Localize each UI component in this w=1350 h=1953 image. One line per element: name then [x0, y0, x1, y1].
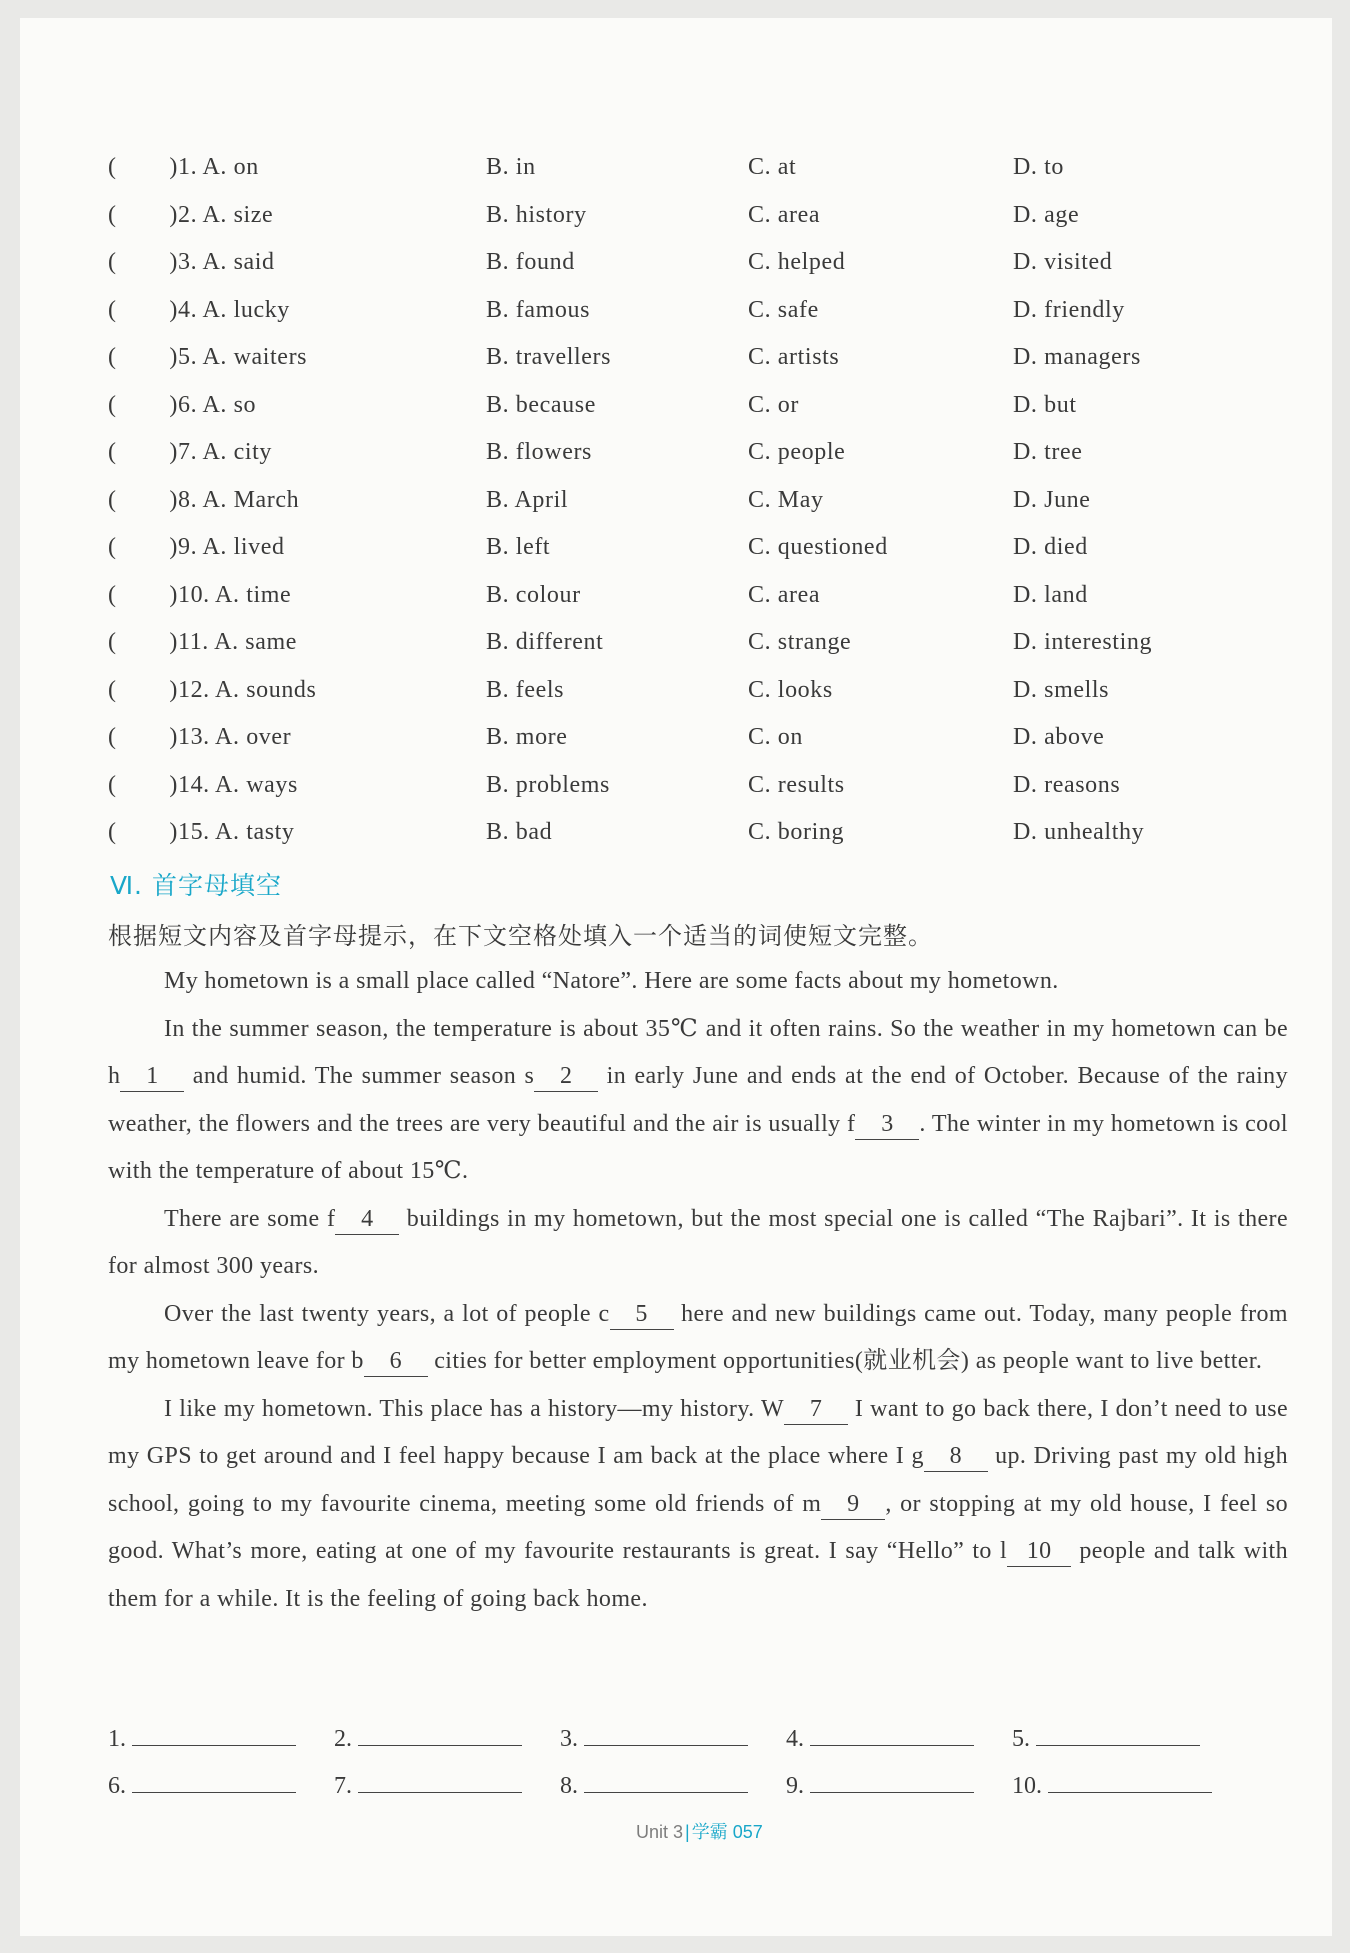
question-row	[108, 202, 1308, 250]
option-d: D. died	[1013, 534, 1088, 560]
option-b: B. bad	[486, 819, 553, 845]
option-d: D. land	[1013, 581, 1088, 608]
option-d: D. tree	[1013, 439, 1083, 465]
passage-paragraph: In the summer season, the temperature is about 35℃ and it often rains. So the weather in my hometown can be h 1 and humid. The summer season s 2 in early June and ends at the end of October. Because of the rainy weather, the flowers and the trees are very beautiful and the air is usually f 3 . The winter in my hometown is cool with the temperature of about 15℃.	[108, 1015, 1288, 1184]
question-row	[108, 154, 1308, 202]
passage-paragraph: There are some f 4 buildings in my hometown, but the most special one is called “The Rajbari”. It is there for almost 300 years.	[108, 1205, 1289, 1279]
option-d: D. reasons	[1013, 771, 1121, 798]
worksheet-page	[20, 18, 1332, 1936]
option-b: B. travellers	[486, 344, 612, 370]
answer-slot[interactable]: 7.	[334, 1770, 522, 1800]
option-c: C. May	[748, 486, 824, 513]
question-option-a: ( )13. A. over	[108, 724, 292, 750]
question-option-a: ( )12. A. sounds	[108, 676, 317, 703]
option-b: B. feels	[486, 676, 565, 703]
option-c: C. at	[748, 154, 797, 180]
answer-row	[108, 1723, 1308, 1770]
option-d: D. but	[1013, 391, 1077, 418]
footer-unit: Unit 3	[636, 1822, 684, 1842]
footer-brand: 学霸	[691, 1822, 728, 1842]
blank-5[interactable]: 5	[610, 1299, 674, 1330]
question-option-a: ( )6. A. so	[108, 391, 257, 418]
question-row	[108, 534, 1308, 582]
multiple-choice-options	[108, 154, 1308, 867]
option-b: B. more	[486, 724, 568, 750]
option-c: C. helped	[748, 249, 846, 275]
option-d: D. to	[1013, 154, 1064, 180]
question-option-a: ( )5. A. waiters	[108, 344, 308, 370]
page-footer	[636, 1818, 763, 1844]
answer-slot[interactable]: 1.	[108, 1723, 296, 1753]
option-d: D. unhealthy	[1013, 819, 1145, 845]
option-d: D. friendly	[1013, 296, 1125, 323]
passage-paragraph: I like my hometown. This place has a history—my history. W 7 I want to go back there, I don’t need to use my GPS to get around and I feel happy because I am back at the place where I g 8 up. Driving past my old high school, going to my favourite cinema, meeting some old friends of m 9 , or stopping at my old house, I feel so good. What’s more, eating at one of my favourite restaurants is great. I say “Hello” to l 10 people and talk with them for a while. It is the feeling of going back home.	[108, 1395, 1289, 1612]
answer-slot[interactable]: 4.	[786, 1723, 974, 1753]
passage	[108, 958, 1288, 1623]
blank-2[interactable]: 2	[534, 1061, 598, 1092]
option-b: B. found	[486, 249, 575, 275]
option-d: D. June	[1013, 486, 1091, 513]
question-row	[108, 772, 1308, 820]
question-row	[108, 249, 1308, 297]
answer-slot[interactable]: 5.	[1012, 1723, 1200, 1753]
option-b: B. different	[486, 629, 604, 655]
passage-paragraph: My hometown is a small place called “Natore”. Here are some facts about my hometown.	[164, 968, 1059, 994]
question-row	[108, 439, 1308, 487]
option-c: C. looks	[748, 676, 833, 703]
question-row	[108, 487, 1308, 535]
section-title: Ⅵ. 首字母填空	[110, 871, 282, 900]
blank-8[interactable]: 8	[924, 1441, 988, 1472]
blank-3[interactable]: 3	[855, 1109, 919, 1140]
option-b: B. left	[486, 534, 551, 560]
option-c: C. strange	[748, 629, 852, 655]
question-option-a: ( )10. A. time	[108, 581, 292, 608]
answer-slot[interactable]: 9.	[786, 1770, 974, 1800]
footer-separator: |	[685, 1822, 690, 1842]
blank-4[interactable]: 4	[335, 1204, 399, 1235]
option-c: C. questioned	[748, 534, 888, 560]
option-d: D. interesting	[1013, 629, 1153, 655]
question-row	[108, 724, 1308, 772]
question-row	[108, 819, 1308, 867]
question-option-a: ( )4. A. lucky	[108, 296, 290, 323]
option-b: B. April	[486, 486, 569, 513]
option-d: D. managers	[1013, 344, 1141, 370]
option-c: C. people	[748, 439, 846, 465]
option-b: B. history	[486, 201, 587, 228]
option-c: C. area	[748, 581, 821, 608]
option-b: B. famous	[486, 296, 591, 323]
option-b: B. in	[486, 154, 536, 180]
blank-9[interactable]: 9	[821, 1489, 885, 1520]
option-c: C. area	[748, 201, 821, 228]
blank-1[interactable]: 1	[120, 1061, 184, 1092]
option-c: C. artists	[748, 344, 840, 370]
answer-slot[interactable]: 8.	[560, 1770, 748, 1800]
page-number: 057	[732, 1822, 763, 1842]
option-c: C. boring	[748, 819, 845, 845]
question-option-a: ( )1. A. on	[108, 154, 259, 180]
option-d: D. above	[1013, 724, 1105, 750]
option-d: D. age	[1013, 201, 1080, 228]
question-row	[108, 297, 1308, 345]
question-option-a: ( )15. A. tasty	[108, 819, 295, 845]
option-c: C. on	[748, 724, 804, 750]
answer-slot[interactable]: 6.	[108, 1770, 296, 1800]
answer-slot[interactable]: 3.	[560, 1723, 748, 1753]
question-option-a: ( )3. A. said	[108, 249, 275, 275]
question-option-a: ( )7. A. city	[108, 439, 272, 465]
option-c: C. results	[748, 771, 845, 798]
question-option-a: ( )14. A. ways	[108, 771, 298, 798]
blank-7[interactable]: 7	[784, 1394, 848, 1425]
blank-6[interactable]: 6	[364, 1346, 428, 1377]
question-row	[108, 629, 1308, 677]
question-row	[108, 344, 1308, 392]
option-c: C. safe	[748, 296, 819, 323]
answer-lines	[108, 1723, 1308, 1817]
answer-slot[interactable]: 2.	[334, 1723, 522, 1753]
option-b: B. flowers	[486, 439, 592, 465]
question-option-a: ( )11. A. same	[108, 629, 298, 655]
passage-paragraph: Over the last twenty years, a lot of people c 5 here and new buildings came out. Today, many people from my hometown leave for b 6 cities for better employment opportunities(就业机会) as people want to live better.	[108, 1291, 1288, 1386]
question-row	[108, 582, 1308, 630]
option-c: C. or	[748, 391, 799, 418]
option-d: D. smells	[1013, 676, 1110, 703]
blank-10[interactable]: 10	[1007, 1536, 1071, 1567]
answer-slot[interactable]: 10.	[1012, 1770, 1212, 1800]
question-row	[108, 677, 1308, 725]
section-instruction: 根据短文内容及首字母提示，在下文空格处填入一个适当的词使短文完整。	[108, 922, 933, 950]
question-row	[108, 392, 1308, 440]
question-option-a: ( )2. A. size	[108, 201, 274, 228]
option-b: B. because	[486, 391, 596, 418]
answer-row	[108, 1770, 1308, 1817]
question-option-a: ( )9. A. lived	[108, 534, 285, 560]
option-b: B. problems	[486, 771, 610, 798]
option-b: B. colour	[486, 581, 581, 608]
option-d: D. visited	[1013, 249, 1113, 275]
question-option-a: ( )8. A. March	[108, 486, 300, 513]
